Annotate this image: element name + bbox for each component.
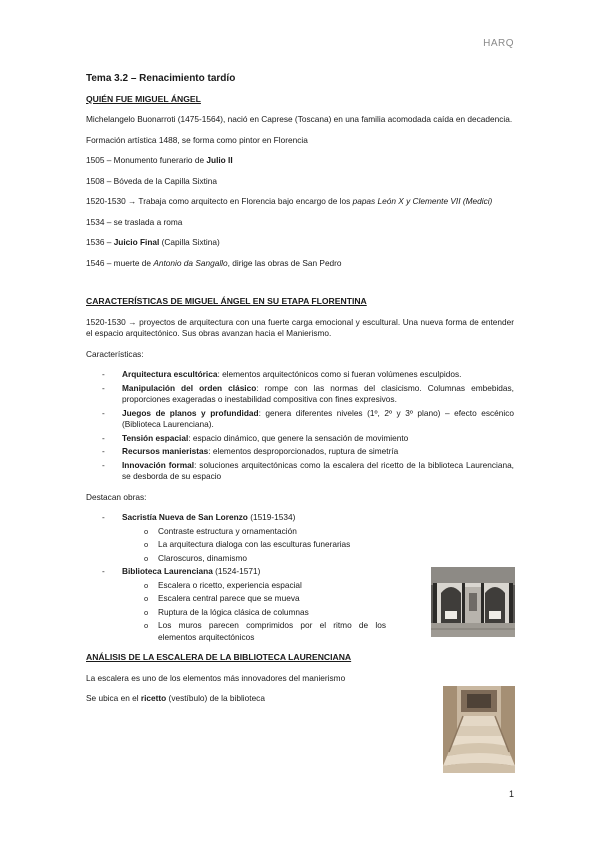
timeline-1520: 1520-1530 → Trabaja como arquitecto en Florencia bajo encargo de los papas León X y Clemente VII (Medici): [86, 196, 493, 206]
list-item: - Arquitectura escultórica: elementos arquitectónicos como si fueran volúmenes esculpidos.: [86, 369, 514, 381]
list-item-biblioteca: - Biblioteca Laurenciana (1524-1571) o Escalera o ricetto, experiencia espacial o Escalera central parece que se mueva o Ruptura de la lógica clásica de columnas o Los muros parecen comprimidos por el ritmo de los elementos arquitectónicos: [86, 566, 386, 643]
paragraph-escalera-2: Se ubica en el ricetto (vestíbulo) de la biblioteca: [86, 693, 265, 703]
header-label: HARQ: [483, 38, 514, 49]
sub-list-item: o Ruptura de la lógica clásica de columnas: [122, 607, 386, 619]
sub-list-item: o Claroscuros, dinamismo: [122, 553, 386, 565]
list-item: - Recursos manieristas: elementos desproporcionados, ruptura de simetría: [86, 446, 514, 458]
paragraph-formacion: Formación artística 1488, se forma como pintor en Florencia: [86, 134, 308, 145]
section-heading-escalera: ANÁLISIS DE LA ESCALERA DE LA BIBLIOTECA LAURENCIANA: [86, 652, 352, 662]
list-item: - Manipulación del orden clásico: rompe con las normas del clasicismo. Columnas embebidas, proporciones exageradas o inestabilidad compositiva con fines expresivos.: [86, 383, 514, 406]
paragraph-intro: Michelangelo Buonarroti (1475-1564), nació en Caprese (Toscana) en una familia acomodada caída en decadencia.: [86, 114, 513, 124]
paragraph-caracteristicas-intro: 1520-1530 → proyectos de arquitectura con una fuerte carga emocional y escultural. Una nueva forma de entender el espacio arquitectónico. Sus obras avanzan hacia el Manierismo.: [86, 316, 514, 338]
list-item: - Innovación formal: soluciones arquitectónicas como la escalera del ricetto de la biblioteca Laurenciana, se desborda de su espacio: [86, 460, 514, 483]
page-title: Tema 3.2 – Renacimiento tardío: [86, 73, 236, 84]
sub-list-item: o Los muros parecen comprimidos por el ritmo de los elementos arquitectónicos: [122, 620, 386, 643]
sacristia-sublist: [122, 526, 386, 565]
timeline-1536: 1536 – Juicio Final (Capilla Sixtina): [86, 237, 220, 247]
timeline-1534: 1534 – se traslada a roma: [86, 216, 183, 227]
timeline-1546: 1546 – muerte de Antonio da Sangallo, dirige las obras de San Pedro: [86, 257, 342, 268]
caracteristicas-list: [86, 369, 514, 483]
escalera-laurenciana-photo: [443, 686, 515, 773]
page-number: 1: [508, 789, 514, 799]
section-heading-quien: QUIÉN FUE MIGUEL ÁNGEL: [86, 93, 201, 104]
destacan-label: Destacan obras:: [86, 491, 147, 502]
paragraph-escalera-1: La escalera es uno de los elementos más innovadores del manierismo: [86, 672, 346, 683]
timeline-1505: 1505 – Monumento funerario de Julio II: [86, 155, 233, 165]
section-heading-caracteristicas: CARACTERÍSTICAS DE MIGUEL ÁNGEL EN SU ETAPA FLORENTINA: [86, 296, 367, 306]
timeline-1508: 1508 – Bóveda de la Capilla Sixtina: [86, 175, 217, 186]
sub-list-item: o La arquitectura dialoga con las esculturas funerarias: [122, 539, 386, 551]
list-item: - Tensión espacial: espacio dinámico, que genere la sensación de movimiento: [86, 433, 514, 445]
sub-list-item: o Contraste estructura y ornamentación: [122, 526, 386, 538]
sub-list-item: o Escalera central parece que se mueva: [122, 593, 386, 605]
list-item: - Juegos de planos y profundidad: genera diferentes niveles (1º, 2º y 3º plano) – efecto escénico (Biblioteca Laurenciana).: [86, 408, 514, 431]
sub-list-item: o Escalera o ricetto, experiencia espacial: [122, 580, 386, 592]
obras-list: [86, 512, 386, 643]
sacristia-nueva-photo: [431, 567, 515, 637]
list-item-sacristia: - Sacristía Nueva de San Lorenzo (1519-1534) o Contraste estructura y ornamentación o La arquitectura dialoga con las esculturas funerarias o Claroscuros, dinamismo: [86, 512, 386, 564]
caracteristicas-label: Características:: [86, 348, 144, 359]
biblioteca-sublist: [122, 580, 386, 644]
